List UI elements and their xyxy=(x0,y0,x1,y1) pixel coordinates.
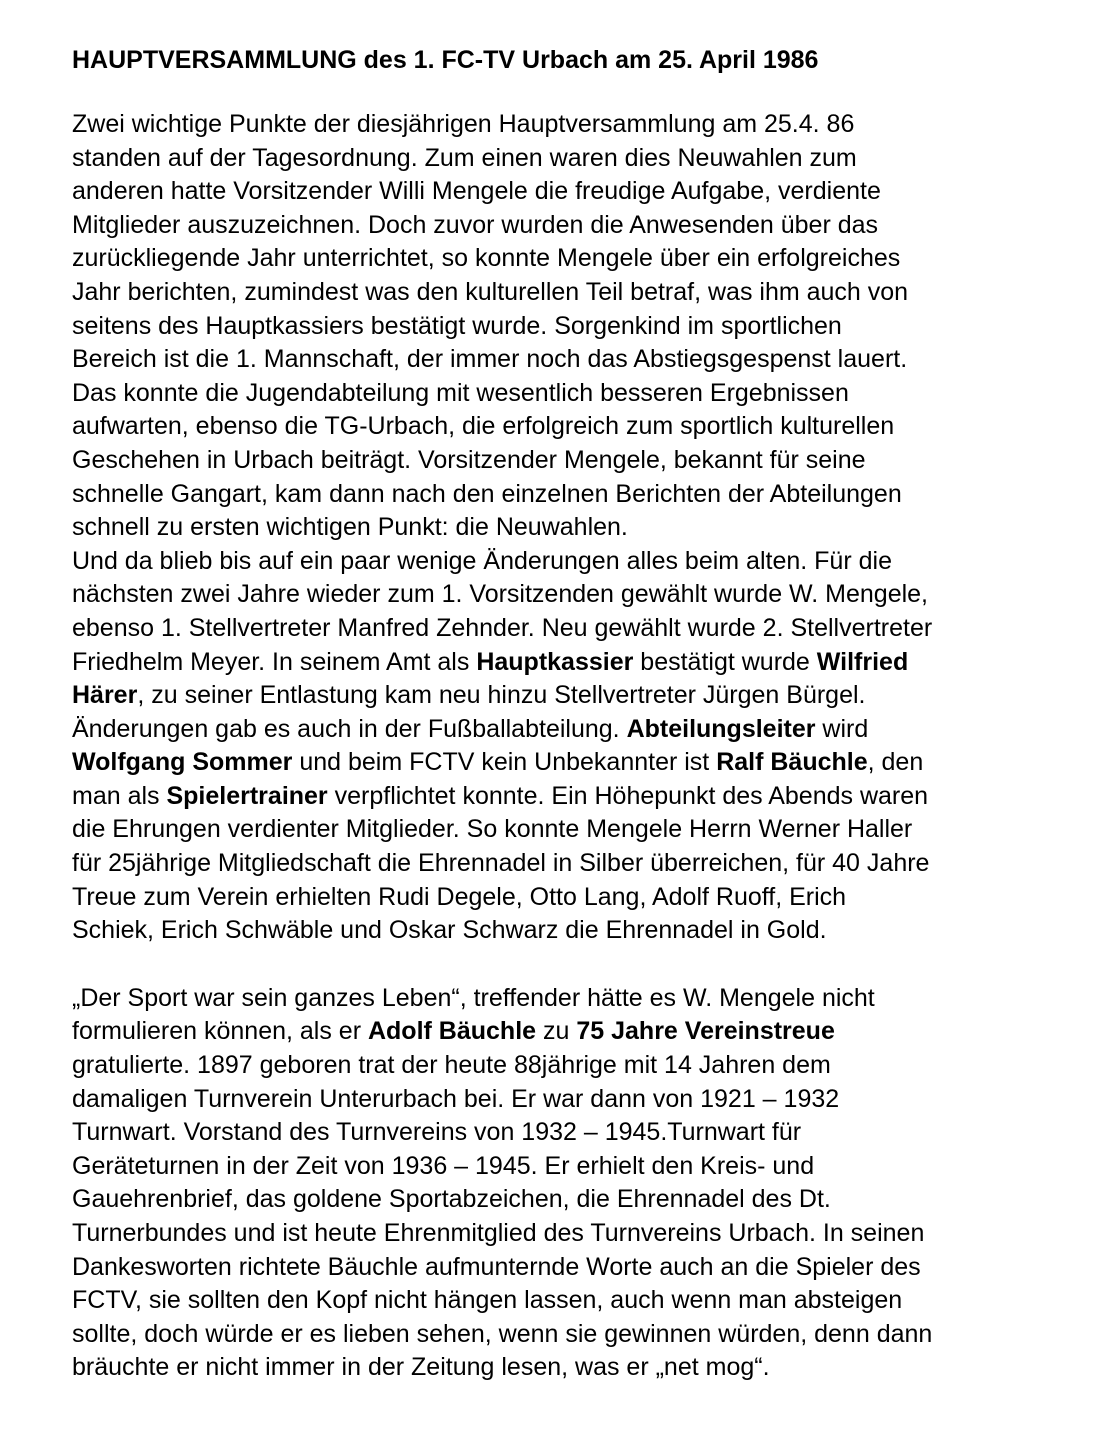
text-run: Jahr berichten, zumindest was den kulturellen Teil betraf, was ihm auch von xyxy=(72,277,909,306)
text-run: Bereich ist die 1. Mannschaft, der immer noch das Abstiegsgespenst lauert. xyxy=(72,345,908,374)
text-run: aufwarten, ebenso die TG-Urbach, die erfolgreich zum sportlich kulturellen xyxy=(72,412,895,441)
text-run: ebenso 1. Stellvertreter Manfred Zehnder. Neu gewählt wurde 2. Stellvertreter xyxy=(72,613,933,642)
text-line xyxy=(72,746,1092,780)
text-line xyxy=(72,1318,1092,1352)
text-line xyxy=(72,444,1092,478)
bold-text: Ralf Bäuchle xyxy=(716,748,868,777)
text-line xyxy=(72,914,1092,948)
text-line xyxy=(72,1116,1092,1150)
text-line xyxy=(72,713,1092,747)
text-run: Turnerbundes und ist heute Ehrenmitglied des Turnvereins Urbach. In seinen xyxy=(72,1219,925,1247)
text-line xyxy=(72,813,1092,847)
text-run: Mitglieder auszuzeichnen. Doch zuvor wurden die Anwesenden über das xyxy=(72,210,879,239)
text-line xyxy=(72,881,1092,915)
text-line xyxy=(72,142,1092,176)
text-run: Schiek, Erich Schwäble und Oskar Schwarz die Ehrennadel in Gold. xyxy=(72,916,827,945)
text-line xyxy=(72,1083,1092,1117)
text-run: bestätigt wurde xyxy=(633,647,817,676)
text-run: gratulierte. 1897 geboren trat der heute 88jährige mit 14 Jahren dem xyxy=(72,1051,831,1080)
text-line xyxy=(72,242,1092,276)
text-line xyxy=(72,511,1092,545)
text-line xyxy=(72,108,1092,142)
text-run: nächsten zwei Jahre wieder zum 1. Vorsitzenden gewählt wurde W. Mengele, xyxy=(72,580,929,609)
text-run: anderen hatte Vorsitzender Willi Mengele die freudige Aufgabe, verdiente xyxy=(72,177,881,206)
text-line xyxy=(72,175,1092,209)
text-line xyxy=(72,780,1092,814)
bold-text: Adolf Bäuchle xyxy=(367,1017,537,1046)
text-run: für 25jährige Mitgliedschaft die Ehrennadel in Silber überreichen, für 40 Jahre xyxy=(72,849,930,878)
bold-text: Abteilungsleiter xyxy=(626,714,816,743)
text-run: Geräteturnen in der Zeit von 1936 – 1945. Er erhielt den Kreis- und xyxy=(72,1151,815,1180)
text-line xyxy=(72,612,1092,646)
text-line xyxy=(72,1049,1092,1083)
text-run: , den xyxy=(867,748,924,777)
text-run: Turnwart. Vorstand des Turnvereins von 1932 – 1945.Turnwart für xyxy=(72,1118,802,1147)
text-run: Zwei wichtige Punkte der diesjährigen Hauptversammlung am 25.4. 86 xyxy=(72,110,855,138)
text-line xyxy=(72,1015,1092,1049)
bold-text: Wilfried xyxy=(816,647,909,676)
text-line xyxy=(72,679,1092,713)
text-line xyxy=(72,1217,1092,1251)
text-line xyxy=(72,1183,1092,1217)
text-run: Friedhelm Meyer. In seinem Amt als xyxy=(72,647,477,676)
bold-text: Hauptkassier xyxy=(476,647,634,676)
text-line xyxy=(72,545,1092,579)
text-run: Das konnte die Jugendabteilung mit wesentlich besseren Ergebnissen xyxy=(72,378,849,407)
paragraph-2 xyxy=(72,982,1092,1385)
text-line xyxy=(72,847,1092,881)
text-line xyxy=(72,578,1092,612)
paragraph-1 xyxy=(72,108,1092,948)
text-run: man als xyxy=(72,781,167,810)
text-line xyxy=(72,982,1092,1016)
text-run: bräuchte er nicht immer in der Zeitung lesen, was er „net mog“. xyxy=(72,1353,770,1382)
text-line xyxy=(72,1251,1092,1285)
text-run: Und da blieb bis auf ein paar wenige Änderungen alles beim alten. Für die xyxy=(72,546,892,575)
text-line xyxy=(72,478,1092,512)
text-run: sollte, doch würde er es lieben sehen, wenn sie gewinnen würden, denn dann xyxy=(72,1319,933,1348)
text-line xyxy=(72,276,1092,310)
text-run: FCTV, sie sollten den Kopf nicht hängen lassen, auch wenn man absteigen xyxy=(72,1286,903,1315)
paragraph-gap xyxy=(72,948,1092,982)
text-run: „Der Sport war sein ganzes Leben“, treffender hätte es W. Mengele nicht xyxy=(72,983,875,1012)
text-line xyxy=(72,1351,1092,1385)
text-run: schnell zu ersten wichtigen Punkt: die Neuwahlen. xyxy=(72,513,628,542)
text-line xyxy=(72,1284,1092,1318)
bold-text: Spielertrainer xyxy=(166,781,328,810)
text-line xyxy=(72,310,1092,344)
text-run: Änderungen gab es auch in der Fußballabteilung. xyxy=(72,714,627,743)
text-run: Dankesworten richtete Bäuchle aufmunternde Worte auch an die Spieler des xyxy=(72,1252,921,1281)
text-run: Geschehen in Urbach beiträgt. Vorsitzender Mengele, bekannt für seine xyxy=(72,445,866,474)
text-line xyxy=(72,1150,1092,1184)
text-run: zu xyxy=(536,1017,577,1046)
text-line xyxy=(72,343,1092,377)
text-run: seitens des Hauptkassiers bestätigt wurde. Sorgenkind im sportlichen xyxy=(72,311,842,340)
bold-text: Wolfgang Sommer xyxy=(72,748,293,777)
text-run: wird xyxy=(815,714,869,743)
text-run: und beim FCTV kein Unbekannter ist xyxy=(292,748,717,777)
text-run: formulieren können, als er xyxy=(72,1017,368,1046)
text-run: schnelle Gangart, kam dann nach den einzelnen Berichten der Abteilungen xyxy=(72,479,902,508)
bold-text: Härer xyxy=(72,681,138,710)
text-run: zurückliegende Jahr unterrichtet, so konnte Mengele über ein erfolgreiches xyxy=(72,244,901,273)
text-run: , zu seiner Entlastung kam neu hinzu Stellvertreter Jürgen Bürgel. xyxy=(137,681,866,710)
text-line xyxy=(72,410,1092,444)
text-line xyxy=(72,209,1092,243)
text-run: damaligen Turnverein Unterurbach bei. Er war dann von 1921 – 1932 xyxy=(72,1084,840,1113)
text-line xyxy=(72,377,1092,411)
text-run: verpflichtet konnte. Ein Höhepunkt des Abends waren xyxy=(327,781,929,810)
document-page xyxy=(72,44,1092,1385)
text-run: die Ehrungen verdienter Mitglieder. So konnte Mengele Herrn Werner Haller xyxy=(72,815,913,844)
text-run: Treue zum Verein erhielten Rudi Degele, Otto Lang, Adolf Ruoff, Erich xyxy=(72,882,847,911)
bold-text: 75 Jahre Vereinstreue xyxy=(576,1017,835,1046)
text-run: Gauehrenbrief, das goldene Sportabzeichen, die Ehrennadel des Dt. xyxy=(72,1185,831,1214)
document-title: HAUPTVERSAMMLUNG des 1. FC-TV Urbach am 25. April 1986 xyxy=(72,46,819,74)
text-run: standen auf der Tagesordnung. Zum einen waren dies Neuwahlen zum xyxy=(72,143,857,172)
text-line xyxy=(72,646,1092,680)
